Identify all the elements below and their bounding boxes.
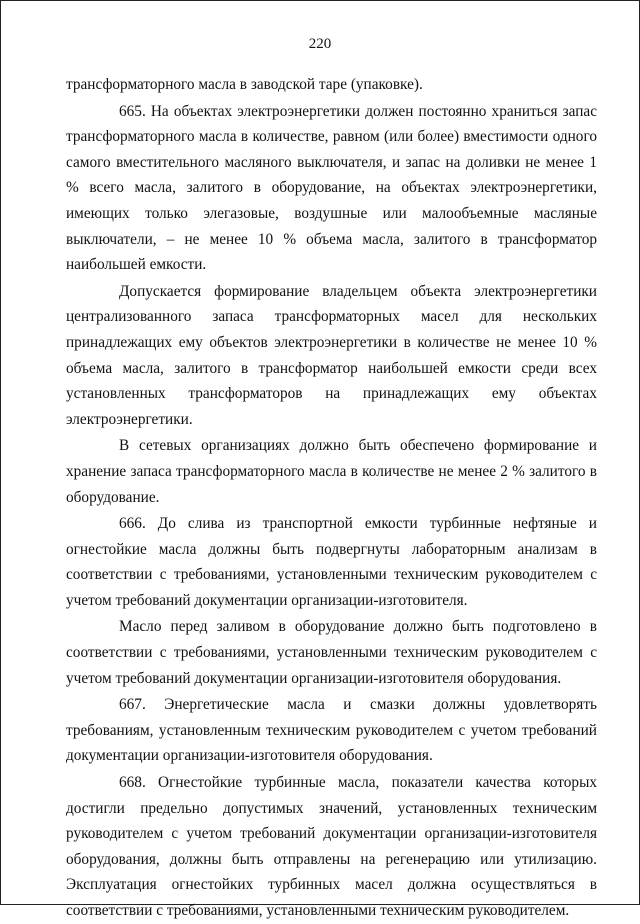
- paragraph-667: 667. Энергетические масла и смазки должны удовлетворять требованиям, установленным техническим руководителем с учетом требований документации организации-изготовителя оборудования.: [66, 696, 597, 765]
- paragraph-668: 668. Огнестойкие турбинные масла, показатели качества которых достигли предельно допустимых значений, установленных техническим руководителем с учетом требований документации организации-изготовителя оборудования, должны быть отправлены на регенерацию или утилизацию. Эксплуатация огнестойких турбинных масел должна осуществляться в соответствии с требованиями, установленными техническим руководителем.: [66, 774, 597, 919]
- paragraph-oil-preparation: Масло перед заливом в оборудование должно быть подготовлено в соответствии с требованиями, установленными техническим руководителем с учетом требований документации организации-изготовителя оборудования.: [66, 618, 597, 687]
- document-body: [66, 72, 597, 924]
- page-number: 220: [308, 36, 332, 52]
- paragraph-665: 665. На объектах электроэнергетики должен постоянно храниться запас трансформаторного масла в количестве, равном (или более) вместимости одного самого вместительного масляного выключателя, и запас на доливки не менее 1 % всего масла, залитого в оборудование, на объектах электроэнергетики, имеющих только элегазовые, воздушные или малообъемные масляные выключатели, – не менее 10 % объема масла, залитого в трансформатор наибольшей емкости.: [66, 102, 597, 274]
- paragraph-666: 666. До слива из транспортной емкости турбинные нефтяные и огнестойкие масла должны быть подвергнуты лабораторным анализам в соответствии с требованиями, установленными техническим руководителем с учетом требований документации организации-изготовителя.: [66, 515, 597, 609]
- paragraph-centralized-reserve: Допускается формирование владельцем объекта электроэнергетики централизованного запаса трансформаторных масел для нескольких принадлежащих ему объектов электроэнергетики в количестве не менее 10 % объема масла, залитого в трансформатор наибольшей емкости среди всех установленных трансформаторов на принадлежащих ему объектах электроэнергетики.: [66, 282, 597, 428]
- paragraph-network-organizations: В сетевых организациях должно быть обеспечено формирование и хранение запаса трансформаторного масла в количестве не менее 2 % залитого в оборудование.: [66, 437, 597, 506]
- paragraph-continuation: трансформаторного масла в заводской таре (упаковке).: [66, 76, 423, 93]
